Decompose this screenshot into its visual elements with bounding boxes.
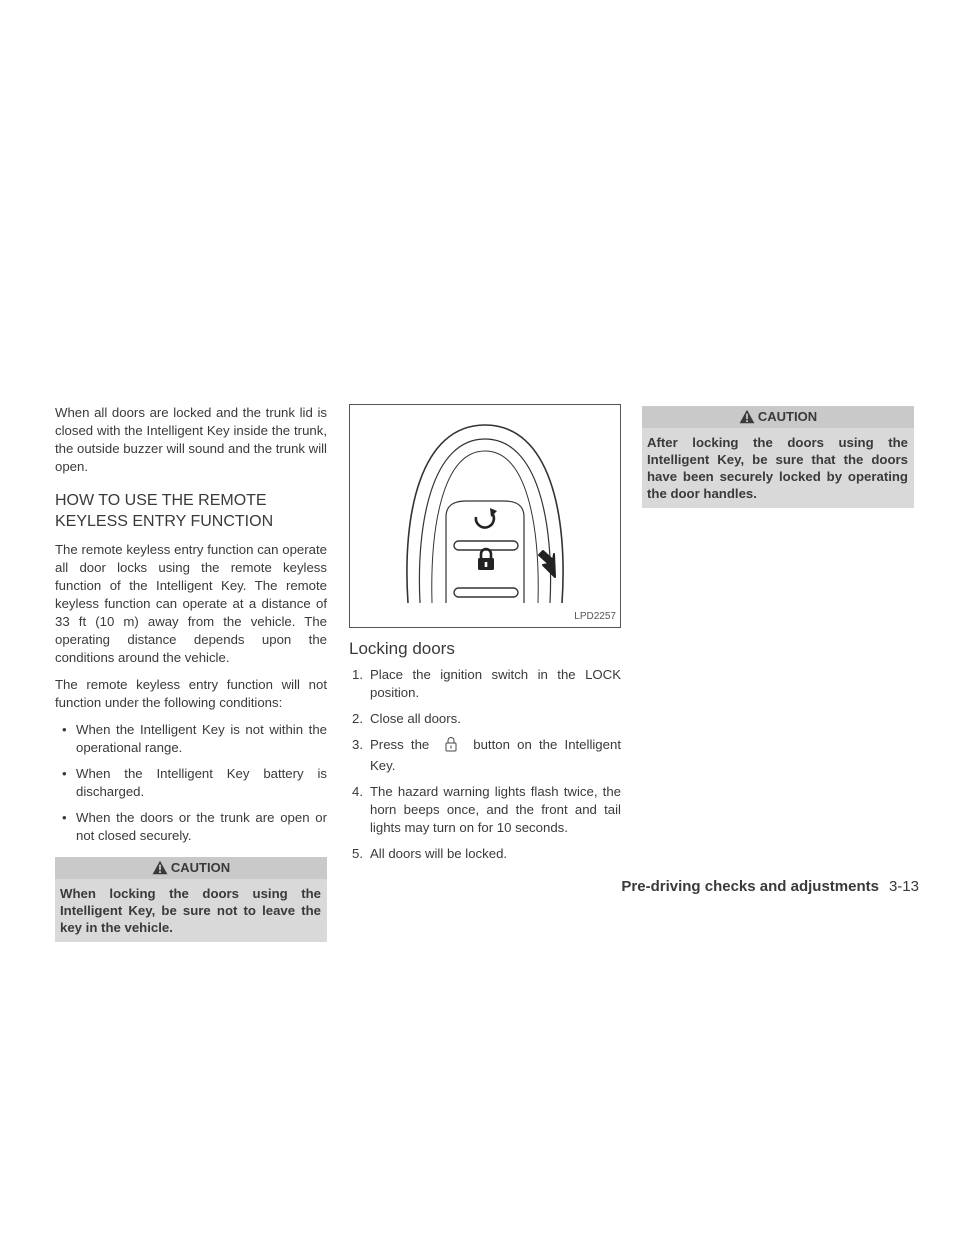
steps-list — [349, 666, 621, 863]
key-fob-figure — [349, 404, 621, 628]
list-item-text: When the Intelligent Key is not within the operational range. — [76, 722, 327, 755]
step-number: 2. — [352, 711, 363, 726]
column-right — [642, 404, 914, 508]
list-item — [349, 736, 621, 775]
list-item: • When the Intelligent Key is not within the operational range. — [62, 722, 327, 755]
step-text: Place the ignition switch in the LOCK position. — [370, 667, 621, 700]
chapter-title: Pre-driving checks and adjustments — [621, 878, 879, 895]
step-text: Close all doors. — [370, 711, 461, 726]
list-item-text: When the doors or the trunk are open or not closed securely. — [76, 810, 327, 843]
step-text: button on the Intelligent Key. — [370, 737, 621, 773]
caution-header — [55, 857, 327, 879]
caution-box — [55, 857, 327, 942]
lock-icon — [429, 736, 473, 757]
caution-text: When locking the doors using the Intelligent Key, be sure not to leave the key in the vehicle. — [60, 886, 321, 935]
list-item: • When the doors or the trunk are open or not closed securely. — [62, 810, 327, 843]
step-text: The hazard warning lights flash twice, the horn beeps once, and the front and tail lights may turn on for 10 seconds. — [370, 784, 621, 835]
figure-label: LPD2257 — [574, 611, 616, 622]
step-number: 5. — [352, 846, 363, 861]
list-item — [349, 666, 621, 702]
step-number: 1. — [352, 667, 363, 682]
key-fob-illustration — [350, 405, 620, 627]
list-item — [349, 845, 621, 863]
section-heading: HOW TO USE THE REMOTE KEYLESS ENTRY FUNCTION — [55, 492, 274, 530]
caution-title: CAUTION — [170, 860, 231, 875]
list-item-text: When the Intelligent Key battery is discharged. — [76, 766, 327, 799]
caution-box — [642, 406, 914, 508]
conditions-list — [55, 721, 327, 845]
page-footer — [621, 878, 919, 895]
caution-text: After locking the doors using the Intelligent Key, be sure that the doors have been securely locked by operating the door handles. — [647, 435, 908, 501]
step-number: 4. — [352, 784, 363, 799]
step-text: All doors will be locked. — [370, 846, 508, 861]
list-item — [349, 783, 621, 837]
caution-title: CAUTION — [757, 409, 818, 424]
warning-triangle-icon — [739, 409, 755, 424]
step-number: 3. — [352, 737, 363, 752]
step-text: Press the — [370, 737, 430, 752]
intro-paragraph: When all doors are locked and the trunk lid is closed with the Intelligent Key inside the trunk, the outside buzzer will sound and the trunk will open. — [55, 405, 327, 474]
list-item — [349, 710, 621, 728]
conditions-paragraph: The remote keyless entry function will not function under the following conditions: — [55, 677, 327, 710]
column-middle — [349, 404, 621, 871]
page-number: 3-13 — [888, 878, 919, 895]
description-paragraph: The remote keyless entry function can operate all door locks using the remote keyless function of the Intelligent Key. The remote keyless function can operate at a distance of 33 ft (10 m) away from the vehicle. The operating distance depends upon the conditions around the vehicle. — [55, 542, 327, 665]
caution-header — [642, 406, 914, 428]
list-item: • When the Intelligent Key battery is discharged. — [62, 766, 327, 799]
arrow-icon — [539, 551, 555, 577]
column-left — [55, 404, 327, 942]
warning-triangle-icon — [152, 860, 168, 875]
sub-heading: Locking doors — [349, 639, 455, 658]
